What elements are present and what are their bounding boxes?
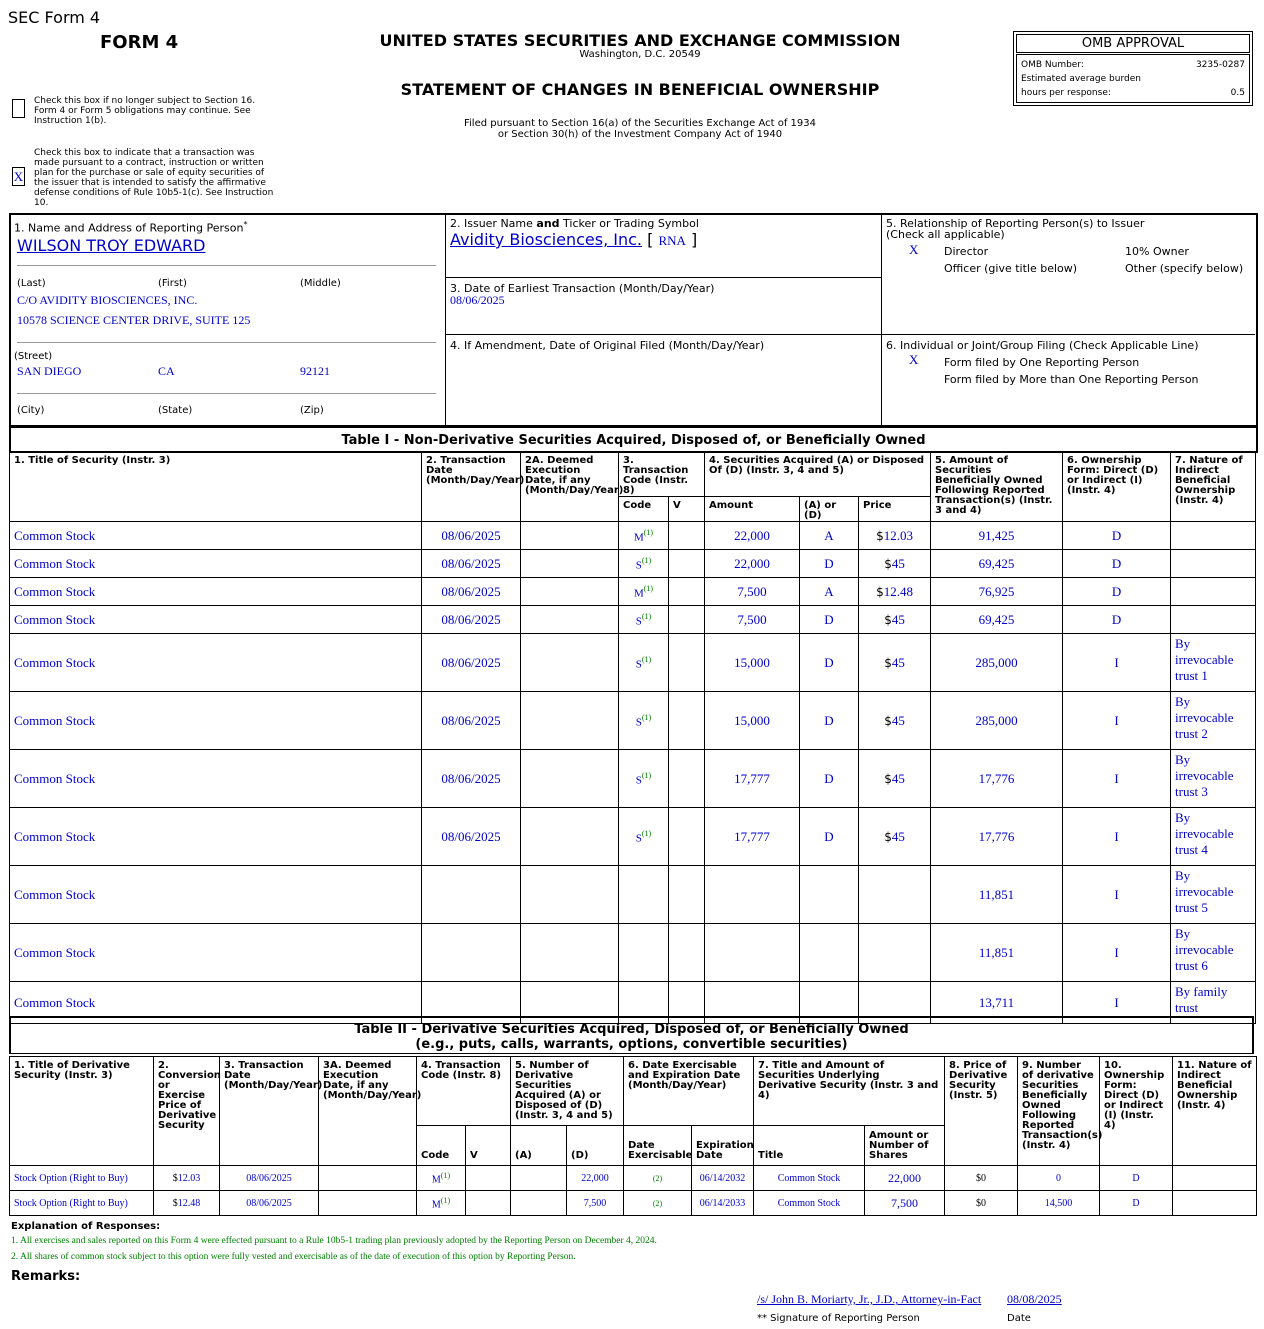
t2-h9: 9. Number of derivative Securities Beneficially Owned Following Reported Transaction(s) (Instr. 4) <box>1018 1057 1100 1166</box>
statement-title: STATEMENT OF CHANGES IN BENEFICIAL OWNERSHIP <box>400 80 880 99</box>
t1-row <box>10 808 1256 866</box>
director-label: Director <box>944 245 989 258</box>
signature-date[interactable]: 08/08/2025 <box>1007 1292 1062 1306</box>
t1-price-value: 45 <box>891 828 905 844</box>
sec-form-label: SEC Form 4 <box>8 8 101 27</box>
t2-h4: 4. Transaction Code (Instr. 8) <box>417 1057 511 1126</box>
t1-ad <box>800 924 859 982</box>
footnote-2: 2. All shares of common stock subject to this option were fully vested and exercisable as of the date of execution of this option by Reporting Person. <box>11 1252 576 1262</box>
t2-h11: 11. Nature of Indirect Beneficial Ownership (Instr. 4) <box>1173 1057 1257 1166</box>
t1-row <box>10 750 1256 808</box>
t1-nature: By irrevocable trust 2 <box>1171 692 1256 750</box>
t1-amount: 15,000 <box>705 692 800 750</box>
t1-nature: By irrevocable trust 4 <box>1171 808 1256 866</box>
t2-dollar: $ <box>172 1172 178 1184</box>
officer-label: Officer (give title below) <box>944 262 1078 275</box>
section16-text: Check this box if no longer subject to Section 16. Form 4 or Form 5 obligations may continue. See Instruction 1(b). <box>34 96 256 126</box>
t1-price <box>859 522 931 550</box>
t2-deemed <box>319 1166 417 1191</box>
t1-ad: D <box>800 550 859 578</box>
t1-row <box>10 578 1256 606</box>
t1-code-value: S <box>635 559 642 572</box>
t2-code <box>417 1166 466 1191</box>
signature[interactable]: /s/ John B. Moriarty, Jr., J.D., Attorney-in-Fact <box>757 1292 982 1306</box>
table1-title: Table I - Non-Derivative Securities Acquired, Disposed of, or Beneficially Owned <box>9 426 1258 453</box>
t2-conv-value: 12.03 <box>177 1172 201 1184</box>
t1-price <box>859 866 931 924</box>
t1-v <box>669 522 705 550</box>
t1-code-value: S <box>635 832 642 845</box>
t1-code <box>619 606 669 634</box>
earliest-date: 08/06/2025 <box>450 293 505 307</box>
t1-price-value: 45 <box>891 770 905 786</box>
t1-title: Common Stock <box>10 750 422 808</box>
last-label: (Last) <box>17 278 46 289</box>
t1-amount: 22,000 <box>705 522 800 550</box>
t1-ad: D <box>800 634 859 692</box>
t1-nature <box>1171 522 1256 550</box>
t1-ad <box>800 866 859 924</box>
t1-h2a: 2A. Deemed Execution Date, if any (Month/Day/Year) <box>521 452 619 522</box>
t1-nature: By family trust <box>1171 982 1256 1024</box>
address-line-2: 10578 SCIENCE CENTER DRIVE, SUITE 125 <box>17 313 251 327</box>
t1-form: I <box>1063 866 1171 924</box>
t1-h3: 3. Transaction Code (Instr. 8) <box>619 452 705 497</box>
signature-label: ** Signature of Reporting Person <box>757 1313 920 1324</box>
t1-price <box>859 606 931 634</box>
table2-title <box>9 1016 1254 1054</box>
t1-amount: 15,000 <box>705 634 800 692</box>
t2-h3a: 3A. Deemed Execution Date, if any (Month/Day/Year) <box>319 1057 417 1166</box>
t1-ad-h: (A) or (D) <box>800 497 859 522</box>
t2-de: (2) <box>624 1166 692 1191</box>
t1-deemed <box>521 634 619 692</box>
t2-title: Stock Option (Right to Buy) <box>10 1191 154 1216</box>
t2-row <box>10 1166 1257 1191</box>
footnote-1: 1. All exercises and sales reported on this Form 4 were effected pursuant to a Rule 10b5-1 trading plan previously adopted by the Reporting Person on December 4, 2024. <box>11 1236 657 1246</box>
filed-line-2: or Section 30(h) of the Investment Company Act of 1940 <box>497 129 783 140</box>
t2-a-h: (A) <box>511 1126 567 1166</box>
omb-number-label: OMB Number: <box>1021 60 1084 70</box>
relationship-label: 5. Relationship of Reporting Person(s) to Issuer <box>886 217 1145 230</box>
t1-price <box>859 750 931 808</box>
filing-one: Form filed by One Reporting Person <box>944 356 1140 369</box>
t1-code-value: M <box>633 531 644 544</box>
t2-v <box>466 1166 511 1191</box>
t2-owned: 14,500 <box>1018 1191 1100 1216</box>
t1-v <box>669 692 705 750</box>
t1-h2: 2. Transaction Date (Month/Day/Year) <box>422 452 521 522</box>
t2-deemed <box>319 1191 417 1216</box>
t2-v-h: V <box>466 1126 511 1166</box>
t1-form: I <box>1063 982 1171 1024</box>
t1-dollar: $ <box>876 528 884 543</box>
table1 <box>9 451 1256 1024</box>
remarks-title: Remarks: <box>11 1269 81 1284</box>
t2-h3: 3. Transaction Date (Month/Day/Year) <box>220 1057 319 1166</box>
t2-a <box>511 1166 567 1191</box>
t1-row <box>10 522 1256 550</box>
t1-owned: 17,776 <box>931 808 1063 866</box>
t1-dollar: $ <box>876 584 884 599</box>
t2-ed: 06/14/2033 <box>692 1191 754 1216</box>
t1-ad: D <box>800 606 859 634</box>
t1-footnote-ref[interactable]: (1) <box>641 829 652 839</box>
t1-price <box>859 634 931 692</box>
t1-row <box>10 866 1256 924</box>
t1-title: Common Stock <box>10 924 422 982</box>
t1-date: 08/06/2025 <box>422 578 521 606</box>
issuer-name-row: Avidity Biosciences, Inc. [ RNA ] <box>450 230 698 249</box>
issuer-label: 2. Issuer Name and Ticker or Trading Symbol <box>450 217 699 230</box>
t2-h6: 6. Date Exercisable and Expiration Date (Month/Day/Year) <box>624 1057 754 1126</box>
t2-d: 22,000 <box>567 1166 624 1191</box>
t1-owned: 69,425 <box>931 550 1063 578</box>
t1-code <box>619 550 669 578</box>
rule10b5-text: Check this box to indicate that a transaction was made pursuant to a contract, instruction or written plan for the purchase or sale of equity securities of the issuer that is intended to satisfy the affirmative defense conditions of Rule 10b5-1(c). See Instruction 10. <box>34 148 274 208</box>
t1-owned: 76,925 <box>931 578 1063 606</box>
t2-h2: 2. Conversion or Exercise Price of Derivative Security <box>154 1057 220 1166</box>
t2-amt-h: Amount or Number of Shares <box>865 1126 945 1166</box>
t1-date: 08/06/2025 <box>422 522 521 550</box>
filing-mark[interactable]: X <box>909 352 919 367</box>
t1-owned: 11,851 <box>931 866 1063 924</box>
t1-h7: 7. Nature of Indirect Beneficial Ownership (Instr. 4) <box>1171 452 1256 522</box>
t1-code <box>619 522 669 550</box>
t1-v <box>669 924 705 982</box>
t1-price <box>859 808 931 866</box>
t1-row <box>10 634 1256 692</box>
t1-dollar: $ <box>884 655 892 670</box>
t2-de: (2) <box>624 1191 692 1216</box>
t1-deemed <box>521 606 619 634</box>
t1-title: Common Stock <box>10 606 422 634</box>
other-label: Other (specify below) <box>1125 262 1244 275</box>
t1-amount: 17,777 <box>705 808 800 866</box>
issuer-name[interactable]: Avidity Biosciences, Inc. <box>450 230 643 249</box>
middle-label: (Middle) <box>300 278 341 289</box>
omb-hours-label: hours per response: <box>1021 88 1111 98</box>
t1-v-h: V <box>669 497 705 522</box>
t1-code <box>619 634 669 692</box>
reporter-name[interactable]: WILSON TROY EDWARD <box>17 236 206 255</box>
t1-row <box>10 924 1256 982</box>
agency-city: Washington, D.C. 20549 <box>579 49 701 60</box>
t1-v <box>669 578 705 606</box>
t1-owned: 13,711 <box>931 982 1063 1024</box>
t1-amount: 7,500 <box>705 606 800 634</box>
form-title: FORM 4 <box>100 32 179 53</box>
t2-d: 7,500 <box>567 1191 624 1216</box>
t1-nature <box>1171 550 1256 578</box>
t2-code <box>417 1191 466 1216</box>
omb-details <box>1016 54 1250 103</box>
t1-form: I <box>1063 924 1171 982</box>
city-value: SAN DIEGO <box>17 364 82 378</box>
t2-d-h: (D) <box>567 1126 624 1166</box>
t1-code-value: S <box>635 658 642 671</box>
t1-footnote-ref[interactable]: (1) <box>643 528 654 538</box>
omb-hours: 0.5 <box>1230 88 1245 98</box>
t1-date: 08/06/2025 <box>422 692 521 750</box>
omb-title: OMB APPROVAL <box>1016 34 1250 53</box>
t1-deemed <box>521 808 619 866</box>
t1-price-value: 45 <box>891 712 905 728</box>
t1-title: Common Stock <box>10 550 422 578</box>
t1-dollar: $ <box>884 556 892 571</box>
t1-code <box>619 808 669 866</box>
t2-h8: 8. Price of Derivative Security (Instr. 5) <box>945 1057 1018 1166</box>
t1-deemed <box>521 522 619 550</box>
t2-conv-value: 12.48 <box>177 1197 201 1209</box>
omb-number: 3235-0287 <box>1195 60 1245 70</box>
t1-ad: D <box>800 692 859 750</box>
t1-code <box>619 866 669 924</box>
t2-title: Stock Option (Right to Buy) <box>10 1166 154 1191</box>
t1-ad: D <box>800 750 859 808</box>
t1-deemed <box>521 750 619 808</box>
t1-date: 08/06/2025 <box>422 750 521 808</box>
t1-h6: 6. Ownership Form: Direct (D) or Indirect (I) (Instr. 4) <box>1063 452 1171 522</box>
t1-date <box>422 924 521 982</box>
t1-nature: By irrevocable trust 3 <box>1171 750 1256 808</box>
t2-ed: 06/14/2032 <box>692 1166 754 1191</box>
t1-nature: By irrevocable trust 5 <box>1171 866 1256 924</box>
address-line-1: C/O AVIDITY BIOSCIENCES, INC. <box>17 293 198 307</box>
amendment-label: 4. If Amendment, Date of Original Filed (Month/Day/Year) <box>450 339 765 352</box>
t1-deemed <box>521 578 619 606</box>
earliest-date-label: 3. Date of Earliest Transaction (Month/Day/Year) <box>450 282 715 295</box>
t1-ad: A <box>800 522 859 550</box>
t1-h5: 5. Amount of Securities Beneficially Owned Following Reported Transaction(s) (Instr. 3 and 4) <box>931 452 1063 522</box>
t2-ed-h: Expiration Date <box>692 1126 754 1166</box>
section16-checkbox[interactable] <box>12 99 25 118</box>
t1-date: 08/06/2025 <box>422 550 521 578</box>
t1-row <box>10 606 1256 634</box>
t2-form: D <box>1100 1166 1173 1191</box>
t2-utitle: Common Stock <box>754 1191 865 1216</box>
ticker-symbol: RNA <box>658 233 686 248</box>
t2-nature <box>1173 1166 1257 1191</box>
filing-label: 6. Individual or Joint/Group Filing (Check Applicable Line) <box>886 339 1199 352</box>
t1-nature <box>1171 578 1256 606</box>
t1-footnote-ref[interactable]: (1) <box>641 771 652 781</box>
table2 <box>9 1056 1257 1216</box>
t2-code-h: Code <box>417 1126 466 1166</box>
omb-burden-label: Estimated average burden <box>1021 74 1141 84</box>
t2-price: $0 <box>945 1166 1018 1191</box>
t2-v <box>466 1191 511 1216</box>
t1-title: Common Stock <box>10 982 422 1024</box>
t2-code-value: M <box>431 1174 441 1186</box>
t2-date: 08/06/2025 <box>220 1166 319 1191</box>
t1-deemed <box>521 866 619 924</box>
t1-code <box>619 692 669 750</box>
t1-owned: 11,851 <box>931 924 1063 982</box>
t1-owned: 91,425 <box>931 522 1063 550</box>
t1-code-value: S <box>635 615 642 628</box>
t1-code-value: S <box>635 716 642 729</box>
t2-conv <box>154 1166 220 1191</box>
first-label: (First) <box>158 278 187 289</box>
t1-form: I <box>1063 750 1171 808</box>
t1-owned: 17,776 <box>931 750 1063 808</box>
state-label: (State) <box>158 405 193 416</box>
t1-nature: By irrevocable trust 1 <box>1171 634 1256 692</box>
t1-price <box>859 692 931 750</box>
t1-owned: 285,000 <box>931 692 1063 750</box>
t1-h4: 4. Securities Acquired (A) or Disposed Of (D) (Instr. 3, 4 and 5) <box>705 452 931 497</box>
t1-price-value: 45 <box>891 611 905 627</box>
t1-form: D <box>1063 606 1171 634</box>
t1-date: 08/06/2025 <box>422 634 521 692</box>
reporter-label: 1. Name and Address of Reporting Person* <box>14 220 248 235</box>
t2-row <box>10 1191 1257 1216</box>
t1-title: Common Stock <box>10 522 422 550</box>
t1-amount: 22,000 <box>705 550 800 578</box>
state-value: CA <box>158 364 175 378</box>
t2-uamt: 7,500 <box>865 1191 945 1216</box>
t2-footnote-ref[interactable]: (1) <box>440 1195 451 1205</box>
t1-form: I <box>1063 692 1171 750</box>
filed-line-1: Filed pursuant to Section 16(a) of the Securities Exchange Act of 1934 <box>464 118 816 129</box>
t1-v <box>669 550 705 578</box>
t1-code <box>619 924 669 982</box>
t1-ad: D <box>800 808 859 866</box>
t1-footnote-ref[interactable]: (1) <box>641 612 652 622</box>
t1-deemed <box>521 692 619 750</box>
t1-dollar: $ <box>884 612 892 627</box>
t1-price-value: 45 <box>891 654 905 670</box>
owner-label: 10% Owner <box>1125 245 1189 258</box>
t1-price <box>859 924 931 982</box>
t1-deemed <box>521 550 619 578</box>
t1-h1: 1. Title of Security (Instr. 3) <box>10 452 422 522</box>
t1-ad: A <box>800 578 859 606</box>
t1-amount: 17,777 <box>705 750 800 808</box>
t1-form: D <box>1063 522 1171 550</box>
zip-value: 92121 <box>300 364 330 378</box>
t1-price-value: 45 <box>891 555 905 571</box>
t1-title: Common Stock <box>10 866 422 924</box>
t2-nature <box>1173 1191 1257 1216</box>
t1-amount <box>705 924 800 982</box>
t2-de-h: Date Exercisable <box>624 1126 692 1166</box>
director-mark[interactable]: X <box>909 242 919 257</box>
t1-owned: 285,000 <box>931 634 1063 692</box>
t1-v <box>669 634 705 692</box>
t2-conv <box>154 1191 220 1216</box>
t1-dollar: $ <box>884 829 892 844</box>
t2-h7: 7. Title and Amount of Securities Underlying Derivative Security (Instr. 3 and 4) <box>754 1057 945 1126</box>
t1-title: Common Stock <box>10 634 422 692</box>
t2-a <box>511 1191 567 1216</box>
relationship-sub: (Check all applicable) <box>886 228 1005 241</box>
t1-v <box>669 866 705 924</box>
t1-code <box>619 750 669 808</box>
t1-footnote-ref[interactable]: (1) <box>641 556 652 566</box>
t2-footnote-ref[interactable]: (1) <box>440 1170 451 1180</box>
t1-code-h: Code <box>619 497 669 522</box>
t2-form: D <box>1100 1191 1173 1216</box>
t1-row <box>10 692 1256 750</box>
table2-title-2: (e.g., puts, calls, warrants, options, convertible securities) <box>415 1037 848 1052</box>
filing-more: Form filed by More than One Reporting Person <box>944 373 1199 386</box>
explanation-title: Explanation of Responses: <box>11 1221 161 1232</box>
t1-amount <box>705 866 800 924</box>
t1-price <box>859 550 931 578</box>
t1-title: Common Stock <box>10 692 422 750</box>
t1-owned: 69,425 <box>931 606 1063 634</box>
t2-price: $0 <box>945 1191 1018 1216</box>
t2-date: 08/06/2025 <box>220 1191 319 1216</box>
t1-form: I <box>1063 634 1171 692</box>
t1-nature <box>1171 606 1256 634</box>
t1-title: Common Stock <box>10 578 422 606</box>
table2-title-1: Table II - Derivative Securities Acquired, Disposed of, or Beneficially Owned <box>354 1022 909 1037</box>
t1-price <box>859 578 931 606</box>
t1-date <box>422 866 521 924</box>
t1-amount-h: Amount <box>705 497 800 522</box>
t1-form: I <box>1063 808 1171 866</box>
t1-code-value: M <box>633 587 644 600</box>
t1-code-value: S <box>635 774 642 787</box>
street-label: (Street) <box>14 351 53 362</box>
date-label: Date <box>1007 1313 1031 1324</box>
t2-uamt: 22,000 <box>865 1166 945 1191</box>
t1-nature: By irrevocable trust 6 <box>1171 924 1256 982</box>
agency-name: UNITED STATES SECURITIES AND EXCHANGE COMMISSION <box>379 31 901 50</box>
t2-h10: 10. Ownership Form: Direct (D) or Indirect (I) (Instr. 4) <box>1100 1057 1173 1166</box>
t1-row <box>10 550 1256 578</box>
t1-form: D <box>1063 578 1171 606</box>
t2-h5: 5. Number of Derivative Securities Acquired (A) or Disposed of (D) (Instr. 3, 4 and 5) <box>511 1057 624 1126</box>
t1-amount: 7,500 <box>705 578 800 606</box>
t2-utitle: Common Stock <box>754 1166 865 1191</box>
t1-dollar: $ <box>884 713 892 728</box>
t1-v <box>669 750 705 808</box>
t1-price-value: 12.03 <box>883 527 913 543</box>
t1-form: D <box>1063 550 1171 578</box>
t1-price-h: Price <box>859 497 931 522</box>
t1-footnote-ref[interactable]: (1) <box>641 655 652 665</box>
t2-h1: 1. Title of Derivative Security (Instr. 3) <box>10 1057 154 1166</box>
t2-dollar: $ <box>172 1197 178 1209</box>
t2-title-h: Title <box>754 1126 865 1166</box>
t1-v <box>669 606 705 634</box>
t1-code <box>619 578 669 606</box>
t1-v <box>669 808 705 866</box>
t1-footnote-ref[interactable]: (1) <box>641 713 652 723</box>
t1-date: 08/06/2025 <box>422 808 521 866</box>
zip-label: (Zip) <box>300 405 324 416</box>
rule10b5-checkbox[interactable]: X <box>13 169 24 184</box>
t2-owned: 0 <box>1018 1166 1100 1191</box>
city-label: (City) <box>17 405 45 416</box>
omb-box <box>1013 31 1253 106</box>
t1-title: Common Stock <box>10 808 422 866</box>
t1-price-value: 12.48 <box>883 583 913 599</box>
t2-code-value: M <box>431 1199 441 1211</box>
t1-dollar: $ <box>884 771 892 786</box>
t1-footnote-ref[interactable]: (1) <box>643 584 654 594</box>
t1-date: 08/06/2025 <box>422 606 521 634</box>
t1-deemed <box>521 924 619 982</box>
